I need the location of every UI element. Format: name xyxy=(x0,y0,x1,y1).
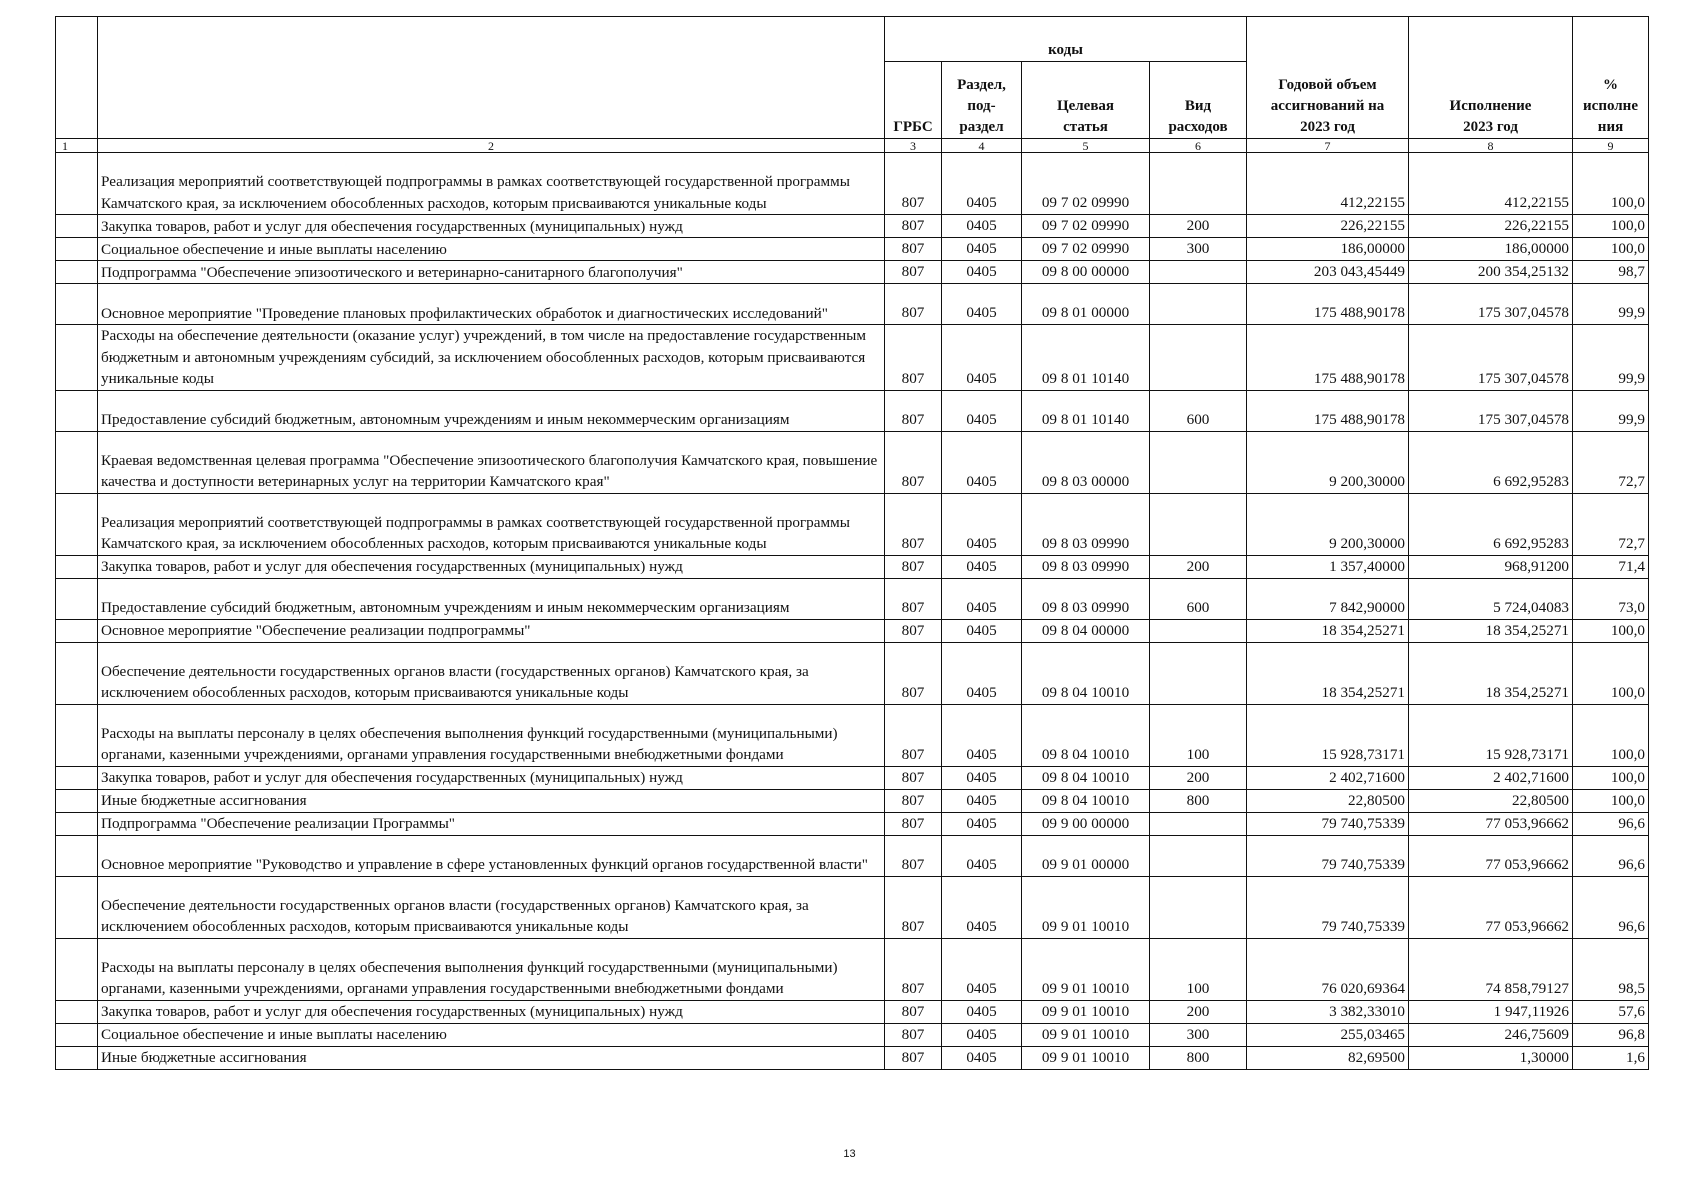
page-number: 13 xyxy=(843,1148,856,1160)
row-grbs: 807 xyxy=(885,215,942,238)
row-index-cell xyxy=(56,704,98,766)
row-section: 0405 xyxy=(942,261,1022,284)
row-grbs: 807 xyxy=(885,153,942,215)
row-index-cell xyxy=(56,215,98,238)
row-percent: 99,9 xyxy=(1573,325,1649,391)
row-name: Расходы на выплаты персоналу в целях обеспечения выполнения функций государственными (муниципальными) органами, казенными учреждениями, органами управления государственными внебюджетными фондами xyxy=(98,704,885,766)
row-grbs: 807 xyxy=(885,493,942,555)
table-row xyxy=(56,642,1649,704)
row-expense-type: 200 xyxy=(1150,555,1247,578)
row-name: Подпрограмма "Обеспечение реализации Программы" xyxy=(98,812,885,835)
row-expense-type xyxy=(1150,261,1247,284)
row-index-cell xyxy=(56,431,98,493)
row-annual-amount: 175 488,90178 xyxy=(1247,325,1409,391)
row-target-article: 09 9 01 10010 xyxy=(1022,1046,1150,1069)
table-row xyxy=(56,1023,1649,1046)
row-execution-amount: 200 354,25132 xyxy=(1409,261,1573,284)
row-section: 0405 xyxy=(942,325,1022,391)
row-grbs: 807 xyxy=(885,390,942,431)
row-index-cell xyxy=(56,619,98,642)
row-grbs: 807 xyxy=(885,789,942,812)
column-number: 6 xyxy=(1150,139,1247,153)
row-target-article: 09 8 01 10140 xyxy=(1022,325,1150,391)
row-execution-amount: 175 307,04578 xyxy=(1409,390,1573,431)
header-blank-2 xyxy=(98,17,885,139)
row-expense-type xyxy=(1150,642,1247,704)
row-grbs: 807 xyxy=(885,1000,942,1023)
row-grbs: 807 xyxy=(885,238,942,261)
row-index-cell xyxy=(56,325,98,391)
row-name: Иные бюджетные ассигнования xyxy=(98,789,885,812)
header-blank-1 xyxy=(56,17,98,139)
row-percent: 100,0 xyxy=(1573,766,1649,789)
row-target-article: 09 9 01 10010 xyxy=(1022,876,1150,938)
row-execution-amount: 74 858,79127 xyxy=(1409,938,1573,1000)
row-execution-amount: 15 928,73171 xyxy=(1409,704,1573,766)
row-expense-type: 100 xyxy=(1150,938,1247,1000)
row-execution-amount: 77 053,96662 xyxy=(1409,812,1573,835)
row-target-article: 09 8 01 00000 xyxy=(1022,284,1150,325)
row-percent: 96,8 xyxy=(1573,1023,1649,1046)
row-index-cell xyxy=(56,812,98,835)
row-percent: 100,0 xyxy=(1573,238,1649,261)
row-index-cell xyxy=(56,789,98,812)
row-execution-amount: 77 053,96662 xyxy=(1409,835,1573,876)
column-number: 7 xyxy=(1247,139,1409,153)
row-expense-type: 800 xyxy=(1150,1046,1247,1069)
row-target-article: 09 9 00 00000 xyxy=(1022,812,1150,835)
row-execution-amount: 1,30000 xyxy=(1409,1046,1573,1069)
row-grbs: 807 xyxy=(885,1023,942,1046)
row-name: Социальное обеспечение и иные выплаты населению xyxy=(98,238,885,261)
row-index-cell xyxy=(56,153,98,215)
row-annual-amount: 203 043,45449 xyxy=(1247,261,1409,284)
row-name: Закупка товаров, работ и услуг для обеспечения государственных (муниципальных) нужд xyxy=(98,1000,885,1023)
report-sheet xyxy=(55,16,1648,1070)
row-name: Основное мероприятие "Проведение плановых профилактических обработок и диагностических исследований" xyxy=(98,284,885,325)
row-grbs: 807 xyxy=(885,431,942,493)
row-name: Закупка товаров, работ и услуг для обеспечения государственных (муниципальных) нужд xyxy=(98,766,885,789)
row-annual-amount: 175 488,90178 xyxy=(1247,284,1409,325)
row-target-article: 09 7 02 09990 xyxy=(1022,238,1150,261)
row-index-cell xyxy=(56,261,98,284)
row-percent: 96,6 xyxy=(1573,835,1649,876)
row-section: 0405 xyxy=(942,876,1022,938)
row-index-cell xyxy=(56,284,98,325)
row-expense-type xyxy=(1150,835,1247,876)
row-index-cell xyxy=(56,1046,98,1069)
row-percent: 98,5 xyxy=(1573,938,1649,1000)
row-section: 0405 xyxy=(942,789,1022,812)
row-percent: 96,6 xyxy=(1573,876,1649,938)
header-target: Целевая статья xyxy=(1022,62,1150,139)
row-name: Закупка товаров, работ и услуг для обеспечения государственных (муниципальных) нужд xyxy=(98,215,885,238)
row-name: Расходы на выплаты персоналу в целях обеспечения выполнения функций государственными (муниципальными) органами, казенными учреждениями, органами управления государственными внебюджетными фондами xyxy=(98,938,885,1000)
row-execution-amount: 77 053,96662 xyxy=(1409,876,1573,938)
row-execution-amount: 412,22155 xyxy=(1409,153,1573,215)
row-expense-type xyxy=(1150,812,1247,835)
row-name: Предоставление субсидий бюджетным, автономным учреждениям и иным некоммерческим организациям xyxy=(98,390,885,431)
row-expense-type: 800 xyxy=(1150,789,1247,812)
row-section: 0405 xyxy=(942,578,1022,619)
row-annual-amount: 9 200,30000 xyxy=(1247,493,1409,555)
row-expense-type xyxy=(1150,325,1247,391)
row-name: Основное мероприятие "Руководство и управление в сфере установленных функций органов государственной власти" xyxy=(98,835,885,876)
row-name: Краевая ведомственная целевая программа "Обеспечение эпизоотического благополучия Камчатского края, повышение качества и доступности ветеринарных услуг на территории Камчатского края" xyxy=(98,431,885,493)
row-grbs: 807 xyxy=(885,1046,942,1069)
row-annual-amount: 82,69500 xyxy=(1247,1046,1409,1069)
column-number: 3 xyxy=(885,139,942,153)
row-index-cell xyxy=(56,766,98,789)
row-grbs: 807 xyxy=(885,835,942,876)
table-row xyxy=(56,284,1649,325)
row-grbs: 807 xyxy=(885,284,942,325)
row-annual-amount: 2 402,71600 xyxy=(1247,766,1409,789)
table-row xyxy=(56,766,1649,789)
column-number: 5 xyxy=(1022,139,1150,153)
table-row xyxy=(56,431,1649,493)
row-annual-amount: 15 928,73171 xyxy=(1247,704,1409,766)
table-row xyxy=(56,555,1649,578)
row-percent: 1,6 xyxy=(1573,1046,1649,1069)
table-row xyxy=(56,261,1649,284)
table-row xyxy=(56,238,1649,261)
row-target-article: 09 8 04 00000 xyxy=(1022,619,1150,642)
header-section: Раздел, под-раздел xyxy=(942,62,1022,139)
row-grbs: 807 xyxy=(885,766,942,789)
row-section: 0405 xyxy=(942,835,1022,876)
header-codes: коды xyxy=(885,17,1247,62)
table-body xyxy=(56,153,1649,1070)
row-execution-amount: 22,80500 xyxy=(1409,789,1573,812)
table-row xyxy=(56,153,1649,215)
row-index-cell xyxy=(56,938,98,1000)
row-percent: 96,6 xyxy=(1573,812,1649,835)
row-percent: 99,9 xyxy=(1573,284,1649,325)
row-name: Обеспечение деятельности государственных органов власти (государственных органов) Камчатского края, за исключением обособленных расходов, которым присваиваются уникальные коды xyxy=(98,642,885,704)
row-annual-amount: 7 842,90000 xyxy=(1247,578,1409,619)
table-row xyxy=(56,704,1649,766)
row-section: 0405 xyxy=(942,619,1022,642)
row-target-article: 09 8 03 09990 xyxy=(1022,493,1150,555)
row-section: 0405 xyxy=(942,938,1022,1000)
header-expense-type: Вид расходов xyxy=(1150,62,1247,139)
row-name: Обеспечение деятельности государственных органов власти (государственных органов) Камчатского края, за исключением обособленных расходов, которым присваиваются уникальные коды xyxy=(98,876,885,938)
row-expense-type xyxy=(1150,284,1247,325)
row-name: Реализация мероприятий соответствующей подпрограммы в рамках соответствующей государственной программы Камчатского края, за исключением обособленных расходов, которым присваиваются уникальные коды xyxy=(98,493,885,555)
row-percent: 72,7 xyxy=(1573,493,1649,555)
budget-table xyxy=(55,16,1649,1070)
row-expense-type: 200 xyxy=(1150,215,1247,238)
row-annual-amount: 79 740,75339 xyxy=(1247,812,1409,835)
row-index-cell xyxy=(56,390,98,431)
table-row xyxy=(56,215,1649,238)
row-expense-type: 200 xyxy=(1150,766,1247,789)
row-annual-amount: 175 488,90178 xyxy=(1247,390,1409,431)
header-annual: Годовой объем ассигнований на 2023 год xyxy=(1247,17,1409,139)
row-execution-amount: 175 307,04578 xyxy=(1409,284,1573,325)
row-annual-amount: 79 740,75339 xyxy=(1247,835,1409,876)
row-expense-type: 600 xyxy=(1150,390,1247,431)
row-annual-amount: 18 354,25271 xyxy=(1247,642,1409,704)
row-expense-type: 300 xyxy=(1150,1023,1247,1046)
row-name: Расходы на обеспечение деятельности (оказание услуг) учреждений, в том числе на предоставление государственным бюджетным и автономным учреждениям субсидий, за исключением обособленных расходов, которым присваиваются уникальные коды xyxy=(98,325,885,391)
row-expense-type xyxy=(1150,153,1247,215)
row-grbs: 807 xyxy=(885,261,942,284)
row-name: Социальное обеспечение и иные выплаты населению xyxy=(98,1023,885,1046)
row-section: 0405 xyxy=(942,1023,1022,1046)
row-annual-amount: 76 020,69364 xyxy=(1247,938,1409,1000)
row-index-cell xyxy=(56,555,98,578)
row-annual-amount: 79 740,75339 xyxy=(1247,876,1409,938)
row-expense-type xyxy=(1150,619,1247,642)
row-target-article: 09 8 04 10010 xyxy=(1022,704,1150,766)
row-expense-type: 200 xyxy=(1150,1000,1247,1023)
table-row xyxy=(56,578,1649,619)
row-percent: 100,0 xyxy=(1573,789,1649,812)
column-number: 9 xyxy=(1573,139,1649,153)
row-section: 0405 xyxy=(942,390,1022,431)
row-percent: 98,7 xyxy=(1573,261,1649,284)
row-percent: 57,6 xyxy=(1573,1000,1649,1023)
row-name: Основное мероприятие "Обеспечение реализации подпрограммы" xyxy=(98,619,885,642)
table-row xyxy=(56,390,1649,431)
row-section: 0405 xyxy=(942,153,1022,215)
row-grbs: 807 xyxy=(885,642,942,704)
row-target-article: 09 9 01 00000 xyxy=(1022,835,1150,876)
table-row xyxy=(56,325,1649,391)
row-target-article: 09 9 01 10010 xyxy=(1022,1023,1150,1046)
row-execution-amount: 5 724,04083 xyxy=(1409,578,1573,619)
row-percent: 100,0 xyxy=(1573,619,1649,642)
row-percent: 100,0 xyxy=(1573,642,1649,704)
column-number: 1 xyxy=(56,139,98,153)
column-number: 8 xyxy=(1409,139,1573,153)
row-target-article: 09 8 03 09990 xyxy=(1022,578,1150,619)
row-target-article: 09 7 02 09990 xyxy=(1022,215,1150,238)
row-target-article: 09 9 01 10010 xyxy=(1022,938,1150,1000)
row-percent: 72,7 xyxy=(1573,431,1649,493)
row-expense-type: 300 xyxy=(1150,238,1247,261)
row-percent: 100,0 xyxy=(1573,153,1649,215)
row-name: Подпрограмма "Обеспечение эпизоотического и ветеринарно-санитарного благополучия" xyxy=(98,261,885,284)
row-grbs: 807 xyxy=(885,812,942,835)
row-execution-amount: 2 402,71600 xyxy=(1409,766,1573,789)
row-target-article: 09 9 01 10010 xyxy=(1022,1000,1150,1023)
row-section: 0405 xyxy=(942,766,1022,789)
row-index-cell xyxy=(56,578,98,619)
row-execution-amount: 968,91200 xyxy=(1409,555,1573,578)
table-row xyxy=(56,876,1649,938)
row-index-cell xyxy=(56,876,98,938)
column-number: 4 xyxy=(942,139,1022,153)
row-index-cell xyxy=(56,238,98,261)
row-grbs: 807 xyxy=(885,325,942,391)
row-annual-amount: 186,00000 xyxy=(1247,238,1409,261)
row-target-article: 09 8 04 10010 xyxy=(1022,766,1150,789)
row-execution-amount: 18 354,25271 xyxy=(1409,619,1573,642)
row-index-cell xyxy=(56,1000,98,1023)
row-annual-amount: 22,80500 xyxy=(1247,789,1409,812)
row-percent: 100,0 xyxy=(1573,215,1649,238)
row-section: 0405 xyxy=(942,493,1022,555)
column-number: 2 xyxy=(98,139,885,153)
row-percent: 71,4 xyxy=(1573,555,1649,578)
row-annual-amount: 226,22155 xyxy=(1247,215,1409,238)
row-index-cell xyxy=(56,835,98,876)
table-row xyxy=(56,1000,1649,1023)
row-grbs: 807 xyxy=(885,876,942,938)
row-percent: 73,0 xyxy=(1573,578,1649,619)
table-row xyxy=(56,835,1649,876)
row-target-article: 09 8 03 00000 xyxy=(1022,431,1150,493)
table-row xyxy=(56,938,1649,1000)
row-section: 0405 xyxy=(942,215,1022,238)
row-grbs: 807 xyxy=(885,938,942,1000)
header-execution: Исполнение 2023 год xyxy=(1409,17,1573,139)
row-expense-type xyxy=(1150,431,1247,493)
row-annual-amount: 255,03465 xyxy=(1247,1023,1409,1046)
row-annual-amount: 18 354,25271 xyxy=(1247,619,1409,642)
row-execution-amount: 186,00000 xyxy=(1409,238,1573,261)
row-section: 0405 xyxy=(942,431,1022,493)
row-percent: 99,9 xyxy=(1573,390,1649,431)
row-execution-amount: 6 692,95283 xyxy=(1409,431,1573,493)
row-target-article: 09 8 01 10140 xyxy=(1022,390,1150,431)
table-row xyxy=(56,619,1649,642)
table-row xyxy=(56,812,1649,835)
header-grbs: ГРБС xyxy=(885,62,942,139)
row-section: 0405 xyxy=(942,555,1022,578)
row-section: 0405 xyxy=(942,642,1022,704)
row-grbs: 807 xyxy=(885,704,942,766)
table-row xyxy=(56,789,1649,812)
row-annual-amount: 3 382,33010 xyxy=(1247,1000,1409,1023)
row-index-cell xyxy=(56,642,98,704)
table-row xyxy=(56,493,1649,555)
row-name: Иные бюджетные ассигнования xyxy=(98,1046,885,1069)
row-execution-amount: 226,22155 xyxy=(1409,215,1573,238)
row-annual-amount: 1 357,40000 xyxy=(1247,555,1409,578)
row-execution-amount: 1 947,11926 xyxy=(1409,1000,1573,1023)
row-name: Реализация мероприятий соответствующей подпрограммы в рамках соответствующей государственной программы Камчатского края, за исключением обособленных расходов, которым присваиваются уникальные коды xyxy=(98,153,885,215)
row-index-cell xyxy=(56,493,98,555)
row-section: 0405 xyxy=(942,1000,1022,1023)
row-target-article: 09 8 00 00000 xyxy=(1022,261,1150,284)
row-section: 0405 xyxy=(942,704,1022,766)
row-grbs: 807 xyxy=(885,619,942,642)
row-target-article: 09 8 04 10010 xyxy=(1022,642,1150,704)
row-section: 0405 xyxy=(942,238,1022,261)
row-name: Предоставление субсидий бюджетным, автономным учреждениям и иным некоммерческим организациям xyxy=(98,578,885,619)
row-grbs: 807 xyxy=(885,578,942,619)
row-expense-type xyxy=(1150,493,1247,555)
row-annual-amount: 9 200,30000 xyxy=(1247,431,1409,493)
row-expense-type: 600 xyxy=(1150,578,1247,619)
row-index-cell xyxy=(56,1023,98,1046)
row-execution-amount: 18 354,25271 xyxy=(1409,642,1573,704)
table-row xyxy=(56,1046,1649,1069)
row-section: 0405 xyxy=(942,284,1022,325)
row-percent: 100,0 xyxy=(1573,704,1649,766)
row-execution-amount: 6 692,95283 xyxy=(1409,493,1573,555)
row-target-article: 09 8 04 10010 xyxy=(1022,789,1150,812)
header-percent: % исполне ния xyxy=(1573,17,1649,139)
row-section: 0405 xyxy=(942,1046,1022,1069)
row-target-article: 09 7 02 09990 xyxy=(1022,153,1150,215)
row-execution-amount: 246,75609 xyxy=(1409,1023,1573,1046)
row-execution-amount: 175 307,04578 xyxy=(1409,325,1573,391)
column-number-row xyxy=(56,139,1649,153)
row-annual-amount: 412,22155 xyxy=(1247,153,1409,215)
row-target-article: 09 8 03 09990 xyxy=(1022,555,1150,578)
row-grbs: 807 xyxy=(885,555,942,578)
row-name: Закупка товаров, работ и услуг для обеспечения государственных (муниципальных) нужд xyxy=(98,555,885,578)
row-section: 0405 xyxy=(942,812,1022,835)
row-expense-type: 100 xyxy=(1150,704,1247,766)
row-expense-type xyxy=(1150,876,1247,938)
